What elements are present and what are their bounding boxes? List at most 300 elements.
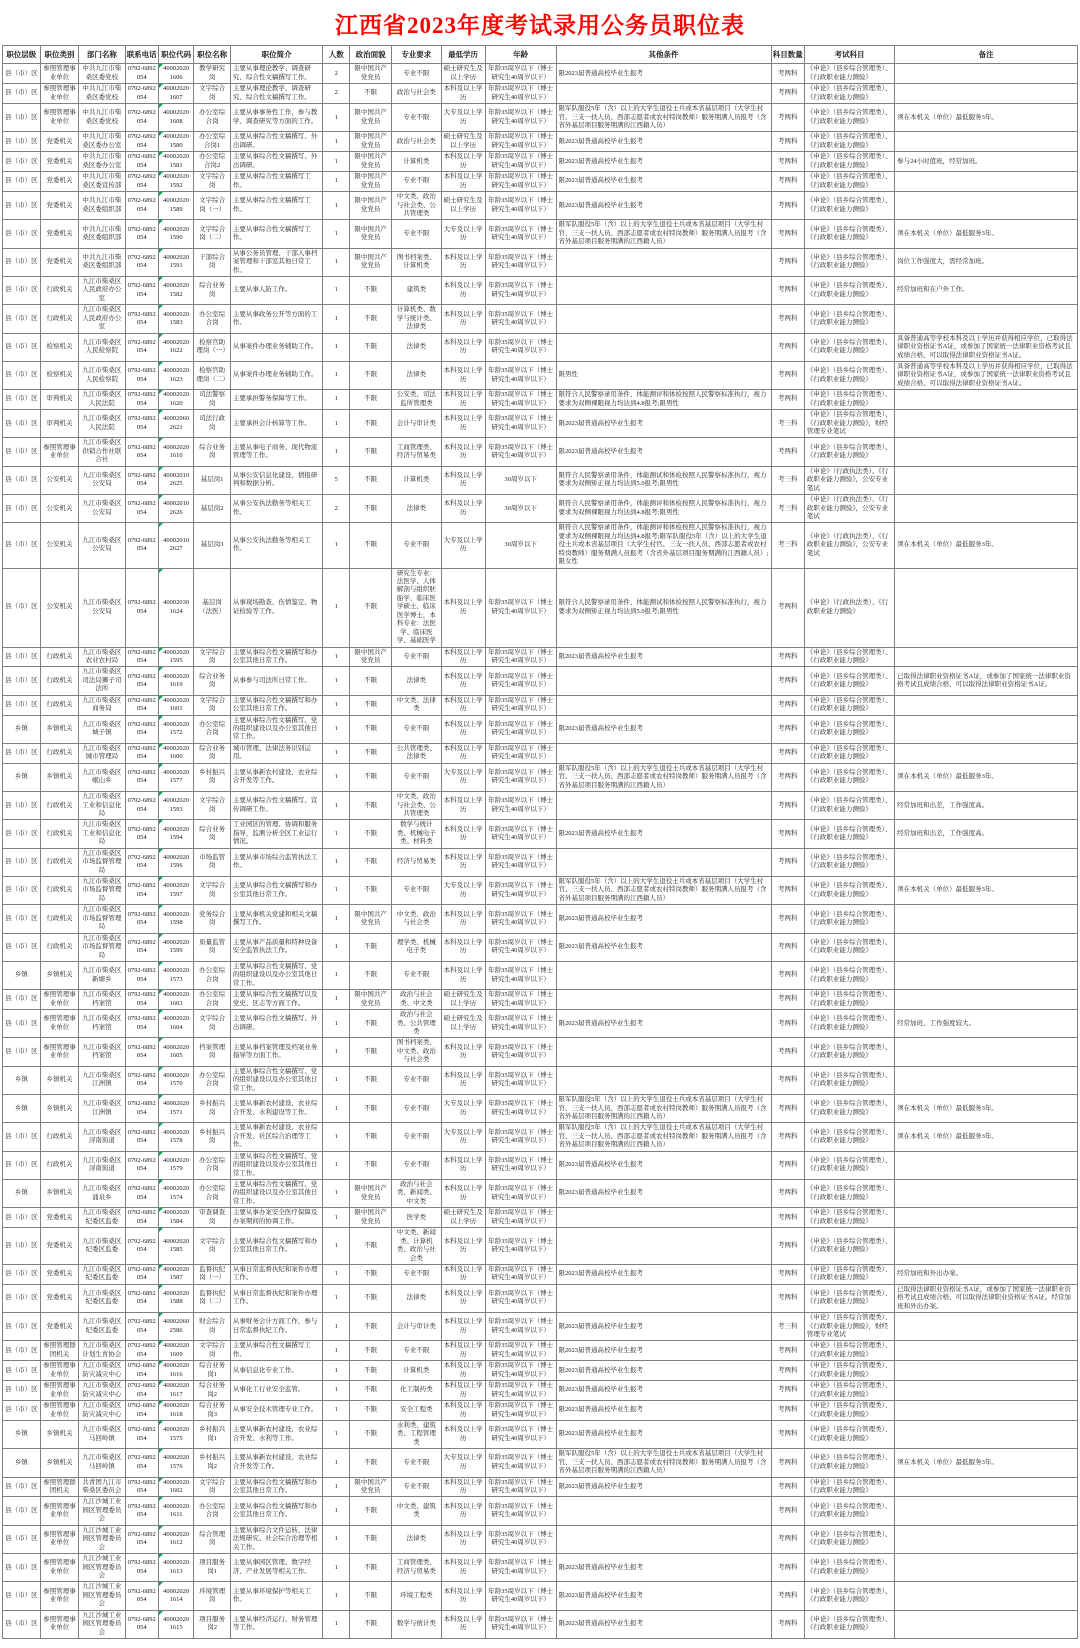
cell-age: 年龄35周岁以下（博士研究生40周岁以下） [485,1010,556,1038]
cell-subject-count: 考两科 [771,132,804,152]
cell-phone: 0792-6892054 [125,1361,158,1381]
cell-department: 九江市柴桑区江洲镇 [79,1095,125,1123]
cell-exam-subjects: 《申论》（县乡综合管理类）、《行政职业能力测验》，财经管理专业笔试 [804,1313,894,1341]
cell-major: 专业不限 [392,64,441,84]
cell-department: 九江沙城工业园区管理委员会 [79,1554,125,1582]
cell-other-conditions [556,305,771,333]
cell-phone: 0792-6892054 [125,305,158,333]
cell-duties: 从事现场勘查、伤情鉴定、物证检验等工作。 [230,568,322,647]
cell-political: 限中国共产党党员 [350,905,392,933]
cell-subject-count: 考两科 [771,1420,804,1448]
cell-count: 2 [323,84,350,104]
cell-political: 不限 [350,466,392,494]
cell-department: 九江沙城工业园区管理委员会 [79,1582,125,1610]
cell-remarks [895,495,1078,523]
cell-other-conditions [556,1284,771,1312]
cell-duties: 主要从事综合性文稿撰写、党的组织建设以及办公室其他日常工作。 [230,1151,322,1179]
cell-age: 年龄35周岁以下（博士研究生40周岁以下） [485,1449,556,1477]
cell-category: 公安机关 [40,568,79,647]
cell-department: 共青团九江市柴桑区委员会 [79,1477,125,1497]
cell-category: 行政机关 [40,792,79,820]
cell-education: 本科及以上学历 [441,743,485,763]
cell-other-conditions [556,961,771,989]
cell-subject-count: 考两科 [771,792,804,820]
table-row [3,1420,1078,1448]
cell-exam-subjects: 《申论》（行政执法类）、《行政职业能力测验》，公安专业笔试 [804,495,894,523]
cell-count: 1 [323,961,350,989]
cell-remarks: 经常加班和在户外工作。 [895,277,1078,305]
cell-duties: 从事公安执法勤务等相关工作。 [230,495,322,523]
cell-education: 大专及以上学历 [441,1095,485,1123]
cell-department: 九江市柴桑区涌泉乡 [79,1180,125,1208]
cell-exam-subjects: 《申论》（县乡综合管理类）、《行政职业能力测验》 [804,1264,894,1284]
cell-count: 1 [323,410,350,438]
cell-phone: 0792-6892054 [125,1095,158,1123]
cell-code: 40002060 2586 [158,1313,193,1341]
table-row [3,715,1078,743]
cell-count: 1 [323,248,350,276]
cell-education: 本科及以上学历 [441,361,485,389]
cell-other-conditions: 限2023届普通高校毕业生报考 [556,905,771,933]
cell-education: 硕士研究生及以上学历 [441,990,485,1010]
cell-department: 九江市柴桑区浔南街道 [79,1151,125,1179]
cell-count: 1 [323,438,350,466]
cell-code: 40002020 1622 [158,333,193,361]
column-header-level: 职位层级 [3,46,41,64]
cell-major: 专业不限 [392,1151,441,1179]
cell-exam-subjects: 《申论》（县乡综合管理类）、《行政职业能力测验》 [804,1610,894,1638]
cell-title: 综合管理岗 [194,1525,231,1553]
cell-age: 年龄35周岁以下（博士研究生40周岁以下） [485,743,556,763]
cell-code: 40002020 1580 [158,132,193,152]
cell-duties: 从事化工行业安全监管。 [230,1381,322,1401]
cell-major: 法律类 [392,667,441,695]
cell-political: 不限 [350,1123,392,1151]
cell-department: 九江市柴桑区工业和信息化局 [79,792,125,820]
cell-subject-count: 考两科 [771,361,804,389]
cell-subject-count: 考两科 [771,877,804,905]
cell-major: 法律类 [392,495,441,523]
cell-age: 年龄35周岁以下（博士研究生40周岁以下） [485,390,556,410]
cell-other-conditions: 限军队服役5年（含）以上的大学生退役士兵或本省基层项目（大学生村官、三支一扶人员、西部志愿者或农村特岗教师）服务期满人员报考（含省外基层项目服务期满的江西籍人员） [556,104,771,132]
cell-education: 本科及以上学历 [441,410,485,438]
cell-remarks: 经常加班和出差，工作强度高。 [895,820,1078,848]
cell-exam-subjects: 《申论》（县乡综合管理类）、《行政职业能力测验》 [804,1361,894,1381]
cell-political: 限中国共产党党员 [350,647,392,667]
cell-department: 九江市柴桑区人民检察院 [79,333,125,361]
cell-other-conditions: 限符合人民警察录用条件，体能测试和体检按照人民警察标准执行，视力要求为双侧矫正视力均达到5.0报考;限男性 [556,466,771,494]
cell-level: 乡镇 [3,961,41,989]
cell-count: 1 [323,715,350,743]
cell-other-conditions: 限2023届普通高校毕业生报考 [556,1582,771,1610]
cell-title: 综合业务岗 [194,743,231,763]
cell-category: 行政机关 [40,848,79,876]
cell-count: 1 [323,933,350,961]
cell-other-conditions: 限符合人民警察录用条件，体能测评和体检按照人民警察标准执行，视力要求为双侧裸眼视力均达到4.8报考;限男性 [556,495,771,523]
cell-major: 专业不限 [392,1341,441,1361]
cell-category: 行政机关 [40,877,79,905]
cell-level: 乡镇 [3,1095,41,1123]
cell-title: 司法行政岗 [194,410,231,438]
cell-department: 九江市柴桑区人民检察院 [79,361,125,389]
cell-major: 中文类、法律类 [392,695,441,715]
cell-category: 行政机关 [40,667,79,695]
cell-age: 年龄35周岁以下（博士研究生40周岁以下） [485,715,556,743]
cell-department: 九江市柴桑区纪委区监委 [79,1228,125,1265]
cell-phone: 0792-6892054 [125,1401,158,1421]
cell-education: 本科及以上学历 [441,172,485,192]
cell-education: 大专及以上学历 [441,763,485,791]
table-row [3,1497,1078,1525]
cell-category: 行政机关 [40,305,79,333]
cell-other-conditions: 限2023届普通高校毕业生报考 [556,1401,771,1421]
cell-department: 九江沙城工业园区管理委员会 [79,1610,125,1638]
cell-subject-count: 考两科 [771,104,804,132]
table-row [3,1095,1078,1123]
cell-code: 40002020 1603 [158,990,193,1010]
cell-subject-count: 考两科 [771,961,804,989]
cell-education: 本科及以上学历 [441,1497,485,1525]
cell-department: 九江市柴桑区浔南街道 [79,1123,125,1151]
cell-political: 限中国共产党党员 [350,1208,392,1228]
cell-education: 大专及以上学历 [441,1449,485,1477]
cell-exam-subjects: 《申论》（县乡综合管理类）、《行政职业能力测验》 [804,1420,894,1448]
column-header-education: 最低学历 [441,46,485,64]
cell-category: 参照管理事业单位 [40,1401,79,1421]
cell-major: 专业不限 [392,1066,441,1094]
cell-exam-subjects: 《申论》（县乡综合管理类）、《行政职业能力测验》 [804,1284,894,1312]
cell-subject-count: 考两科 [771,84,804,104]
cell-education: 本科及以上学历 [441,438,485,466]
cell-level: 县（市）区 [3,1361,41,1381]
cell-exam-subjects: 《申论》（县乡综合管理类）、《行政职业能力测验》 [804,1151,894,1179]
cell-count: 1 [323,1123,350,1151]
cell-other-conditions [556,1228,771,1265]
cell-count: 1 [323,1449,350,1477]
cell-code: 40002020 1573 [158,961,193,989]
cell-major: 政治与社会类 [392,84,441,104]
cell-education: 本科及以上学历 [441,1381,485,1401]
cell-subject-count: 考两科 [771,715,804,743]
cell-duties: 主要从事综合性文稿撰写工作。 [230,1341,322,1361]
cell-other-conditions: 限2023届普通高校毕业生报考 [556,820,771,848]
cell-major: 政治与社会类、公共管理类 [392,1010,441,1038]
cell-age: 年龄35周岁以下（博士研究生40周岁以下） [485,990,556,1010]
cell-count: 1 [323,1264,350,1284]
cell-department: 九江市柴桑区城市管理局 [79,743,125,763]
cell-exam-subjects: 《申论》（县乡综合管理类）、《行政职业能力测验》 [804,172,894,192]
cell-title: 基层岗（法医） [194,568,231,647]
cell-exam-subjects: 《申论》（县乡综合管理类）、《行政职业能力测验》 [804,1038,894,1066]
table-row [3,1284,1078,1312]
cell-political: 不限 [350,820,392,848]
cell-education: 本科及以上学历 [441,647,485,667]
cell-major: 计算机类 [392,1361,441,1381]
cell-department: 九江市柴桑区司法局狮子司法所 [79,667,125,695]
cell-remarks: 已取得法律职业资格证书A证，或参加了国家统一法律职业资格考试且成绩合格、可以取得法律职业资格证书A证。 [895,667,1078,695]
cell-major: 法律类 [392,333,441,361]
cell-phone: 0792-6892054 [125,361,158,389]
cell-major: 计算机类、数学与统计类、法律类 [392,305,441,333]
cell-title: 办公室综合岗 [194,961,231,989]
cell-phone: 0792-6892054 [125,905,158,933]
cell-category: 行政机关 [40,647,79,667]
cell-category: 党委机关 [40,1313,79,1341]
cell-education: 本科及以上学历 [441,1582,485,1610]
cell-education: 大专及以上学历 [441,523,485,568]
cell-political: 不限 [350,1497,392,1525]
cell-age: 30周岁以下 [485,523,556,568]
cell-political: 不限 [350,743,392,763]
cell-age: 年龄35周岁以下（博士研究生40周岁以下） [485,820,556,848]
cell-other-conditions: 限2023届普通高校毕业生报考 [556,933,771,961]
cell-subject-count: 考两科 [771,990,804,1010]
cell-title: 乡村振兴岗 [194,763,231,791]
cell-remarks: 已取得法律职业资格证书A证，或参加了国家统一法律职业资格考试且成绩合格、可以取得法律职业资格证书A证。经常加班和外出办案。 [895,1284,1078,1312]
cell-political: 限中国共产党党员 [350,220,392,248]
cell-major: 专业不限 [392,523,441,568]
cell-title: 基层岗2 [194,495,231,523]
cell-exam-subjects: 《申论》（县乡综合管理类）、《行政职业能力测验》 [804,152,894,172]
cell-education: 大专及以上学历 [441,877,485,905]
cell-political: 不限 [350,333,392,361]
cell-code: 40002020 1591 [158,248,193,276]
cell-duties: 从事公务员管理、干部人事档案管理和干部室其他日常工作。 [230,248,322,276]
cell-category: 行政机关 [40,820,79,848]
cell-exam-subjects: 《申论》（县乡综合管理类）、《行政职业能力测验》 [804,933,894,961]
cell-count: 1 [323,1095,350,1123]
cell-remarks [895,1038,1078,1066]
cell-count: 1 [323,277,350,305]
cell-department: 九江市柴桑区供销合作社联合社 [79,438,125,466]
cell-education: 本科及以上学历 [441,1610,485,1638]
cell-remarks [895,1341,1078,1361]
table-row [3,1449,1078,1477]
cell-remarks [895,1208,1078,1228]
cell-education: 本科及以上学历 [441,1525,485,1553]
cell-level: 县（市）区 [3,84,41,104]
cell-major: 专业不限 [392,715,441,743]
cell-duties: 主要从事综合性文稿撰写、党的组织建设以及办公室其他日常工作。 [230,961,322,989]
cell-other-conditions: 限2023届普通高校毕业生报考 [556,1610,771,1638]
cell-political: 不限 [350,390,392,410]
cell-category: 乡镇机关 [40,1180,79,1208]
cell-duties: 工业园区的管理、协调和服务指导，监测分析全区工业运行情况。 [230,820,322,848]
cell-remarks [895,172,1078,192]
cell-code: 40002020 1582 [158,277,193,305]
cell-count: 1 [323,667,350,695]
cell-count: 1 [323,1038,350,1066]
cell-phone: 0792-6892054 [125,743,158,763]
cell-other-conditions: 限2023届普通高校毕业生报考 [556,438,771,466]
table-row [3,1525,1078,1553]
cell-department: 九江市柴桑区马回岭镇 [79,1449,125,1477]
cell-political: 不限 [350,1449,392,1477]
cell-level: 县（市）区 [3,1525,41,1553]
cell-title: 质量监管岗 [194,933,231,961]
cell-duties: 从事日常监督执纪和案件办理工作。 [230,1264,322,1284]
cell-title: 办公室综合岗2 [194,152,231,172]
cell-other-conditions: 限2023届普通高校毕业生报考 [556,410,771,438]
cell-education: 本科及以上学历 [441,1313,485,1341]
cell-political: 不限 [350,1341,392,1361]
cell-duties: 主要从事新农村建设、农业综合开发、社区综合治理等工作。 [230,1123,322,1151]
cell-title: 财会综合岗 [194,1313,231,1341]
cell-political: 不限 [350,961,392,989]
cell-remarks [895,961,1078,989]
table-row [3,1381,1078,1401]
cell-code: 40002020 1574 [158,1180,193,1208]
cell-other-conditions [556,1497,771,1525]
cell-duties: 主要从事综合性文稿撰写、外出调研。 [230,1010,322,1038]
cell-political: 不限 [350,1228,392,1265]
cell-level: 县（市）区 [3,1401,41,1421]
cell-other-conditions: 限2023届普通高校毕业生报考 [556,1010,771,1038]
cell-code: 40002020 1597 [158,877,193,905]
cell-exam-subjects: 《申论》（县乡综合管理类）、《行政职业能力测验》 [804,667,894,695]
cell-phone: 0792-6892054 [125,1420,158,1448]
cell-department: 九江市柴桑区市场监督管理局 [79,905,125,933]
cell-age: 年龄35周岁以下（博士研究生40周岁以下） [485,132,556,152]
cell-major: 法律类 [392,1525,441,1553]
cell-other-conditions: 限军队服役5年（含）以上的大学生退役士兵或本省基层项目（大学生村官、三支一扶人员、西部志愿者或农村特岗教师）服务期满人员报考（含省外基层项目服务期满的江西籍人员） [556,1123,771,1151]
cell-code: 40002020 1579 [158,1151,193,1179]
cell-level: 县（市）区 [3,220,41,248]
cell-other-conditions: 限军队服役5年（含）以上的大学生退役士兵或本省基层项目（大学生村官、三支一扶人员、西部志愿者或农村特岗教师）服务期满人员报考（含省外基层项目服务期满的江西籍人员） [556,220,771,248]
cell-subject-count: 考两科 [771,1610,804,1638]
cell-code: 40002020 1607 [158,84,193,104]
cell-title: 办公室综合岗 [194,1180,231,1208]
cell-political: 限中国共产党党员 [350,132,392,152]
cell-duties: 主要从事新农村建设、农业综合开发等工作。 [230,1449,322,1477]
cell-department: 九江市柴桑区人民法院 [79,390,125,410]
table-row [3,248,1078,276]
cell-subject-count: 考两科 [771,248,804,276]
cell-department: 九江市柴桑区档案馆 [79,1038,125,1066]
table-row [3,277,1078,305]
cell-duties: 主要从事事务性工作，参与教学、调查研究等方面的工作。 [230,104,322,132]
cell-political: 不限 [350,695,392,715]
cell-level: 乡镇 [3,1420,41,1448]
cell-duties: 从事日常监督执纪和案件办理工作。 [230,1284,322,1312]
cell-subject-count: 考两科 [771,1477,804,1497]
cell-department: 九江市柴桑区农业农村局 [79,647,125,667]
cell-other-conditions [556,1208,771,1228]
cell-age: 年龄35周岁以下（博士研究生40周岁以下） [485,1361,556,1381]
cell-other-conditions [556,333,771,361]
table-row [3,820,1078,848]
cell-subject-count: 考两科 [771,667,804,695]
cell-subject-count: 考两科 [771,1151,804,1179]
cell-political: 不限 [350,848,392,876]
cell-exam-subjects: 《申论》（县乡综合管理类）、《行政职业能力测验》 [804,647,894,667]
cell-category: 乡镇机关 [40,1095,79,1123]
cell-remarks: 经常加班和外出办案。 [895,1264,1078,1284]
cell-department: 九江市柴桑区公安局 [79,495,125,523]
cell-category: 党委机关 [40,220,79,248]
cell-remarks: 须在本机关（单位）最低服务3年。 [895,763,1078,791]
cell-political: 不限 [350,361,392,389]
cell-subject-count: 考两科 [771,1361,804,1381]
cell-code: 40002020 1608 [158,104,193,132]
cell-remarks: 须在本机关（单位）最低服务3年。 [895,523,1078,568]
cell-category: 乡镇机关 [40,1420,79,1448]
cell-title: 基层岗1 [194,466,231,494]
cell-duties: 从事公安执法勤务等相关工作。 [230,523,322,568]
cell-political: 限中国共产党党员 [350,248,392,276]
cell-duties: 主要从事综合性文稿撰写和办公室其他日常工作。 [230,877,322,905]
cell-phone: 0792-6892054 [125,1264,158,1284]
cell-age: 年龄35周岁以下（博士研究生40周岁以下） [485,1381,556,1401]
cell-duties: 主要承担会计核算等工作。 [230,410,322,438]
cell-subject-count: 考两科 [771,277,804,305]
cell-count: 1 [323,172,350,192]
cell-subject-count: 考两科 [771,763,804,791]
cell-education: 本科及以上学历 [441,1284,485,1312]
cell-department: 九江市柴桑区人民政府办公室 [79,277,125,305]
cell-count: 1 [323,763,350,791]
cell-major: 化工制药类 [392,1381,441,1401]
cell-level: 县（市）区 [3,1381,41,1401]
cell-level: 县（市）区 [3,1038,41,1066]
cell-political: 不限 [350,1038,392,1066]
column-header-category: 职位类别 [40,46,79,64]
cell-category: 参照管理事业单位 [40,1582,79,1610]
cell-education: 本科及以上学历 [441,848,485,876]
cell-exam-subjects: 《申论》（县乡综合管理类）、《行政职业能力测验》 [804,132,894,152]
cell-phone: 0792-6892054 [125,848,158,876]
cell-title: 乡村振兴岗 [194,1123,231,1151]
cell-department: 九江市柴桑区商务局 [79,695,125,715]
cell-category: 行政机关 [40,933,79,961]
cell-age: 年龄35周岁以下（博士研究生40周岁以下） [485,905,556,933]
cell-major: 环境工程类 [392,1582,441,1610]
cell-subject-count: 考三科 [771,1313,804,1341]
cell-political: 不限 [350,84,392,104]
cell-exam-subjects: 《申论》（县乡综合管理类）、《行政职业能力测验》 [804,1554,894,1582]
cell-remarks [895,568,1078,647]
cell-age: 年龄35周岁以下（博士研究生40周岁以下） [485,1066,556,1094]
cell-subject-count: 考两科 [771,1228,804,1265]
cell-exam-subjects: 《申论》（县乡综合管理类）、《行政职业能力测验》 [804,1497,894,1525]
cell-phone: 0792-6892054 [125,220,158,248]
cell-code: 40002020 1594 [158,820,193,848]
cell-exam-subjects: 《申论》（行政执法类）、《行政职业能力测验》 [804,568,894,647]
cell-title: 干部综合岗 [194,248,231,276]
cell-other-conditions: 限军队服役5年（含）以上的大学生退役士兵或本省基层项目（大学生村官、三支一扶人员、西部志愿者或农村特岗教师）服务期满人员报考（含省外基层项目服务期满的江西籍人员） [556,877,771,905]
cell-political: 限中国共产党党员 [350,192,392,220]
cell-department: 中共九江市柴桑区委组织部 [79,192,125,220]
cell-remarks [895,1180,1078,1208]
cell-category: 参照管理事业单位 [40,64,79,84]
cell-education: 本科及以上学历 [441,1401,485,1421]
cell-title: 办公室综合岗 [194,104,231,132]
cell-other-conditions: 限男性 [556,361,771,389]
cell-title: 检察官助理岗（二） [194,361,231,389]
cell-code: 40002020 1596 [158,848,193,876]
table-row [3,466,1078,494]
cell-duties: 从事案件办理业务辅助工作。 [230,333,322,361]
cell-department: 九江市柴桑区市场监督管理局 [79,848,125,876]
cell-political: 不限 [350,1284,392,1312]
cell-education: 本科及以上学历 [441,1228,485,1265]
cell-duties: 主要从事综合性文稿撰写、外出调研。 [230,152,322,172]
table-row [3,132,1078,152]
cell-duties: 主要从事电子商务、现代物流管理等工作。 [230,438,322,466]
cell-category: 行政机关 [40,695,79,715]
cell-code: 40002020 1588 [158,1284,193,1312]
cell-age: 年龄35周岁以下（博士研究生40周岁以下） [485,568,556,647]
